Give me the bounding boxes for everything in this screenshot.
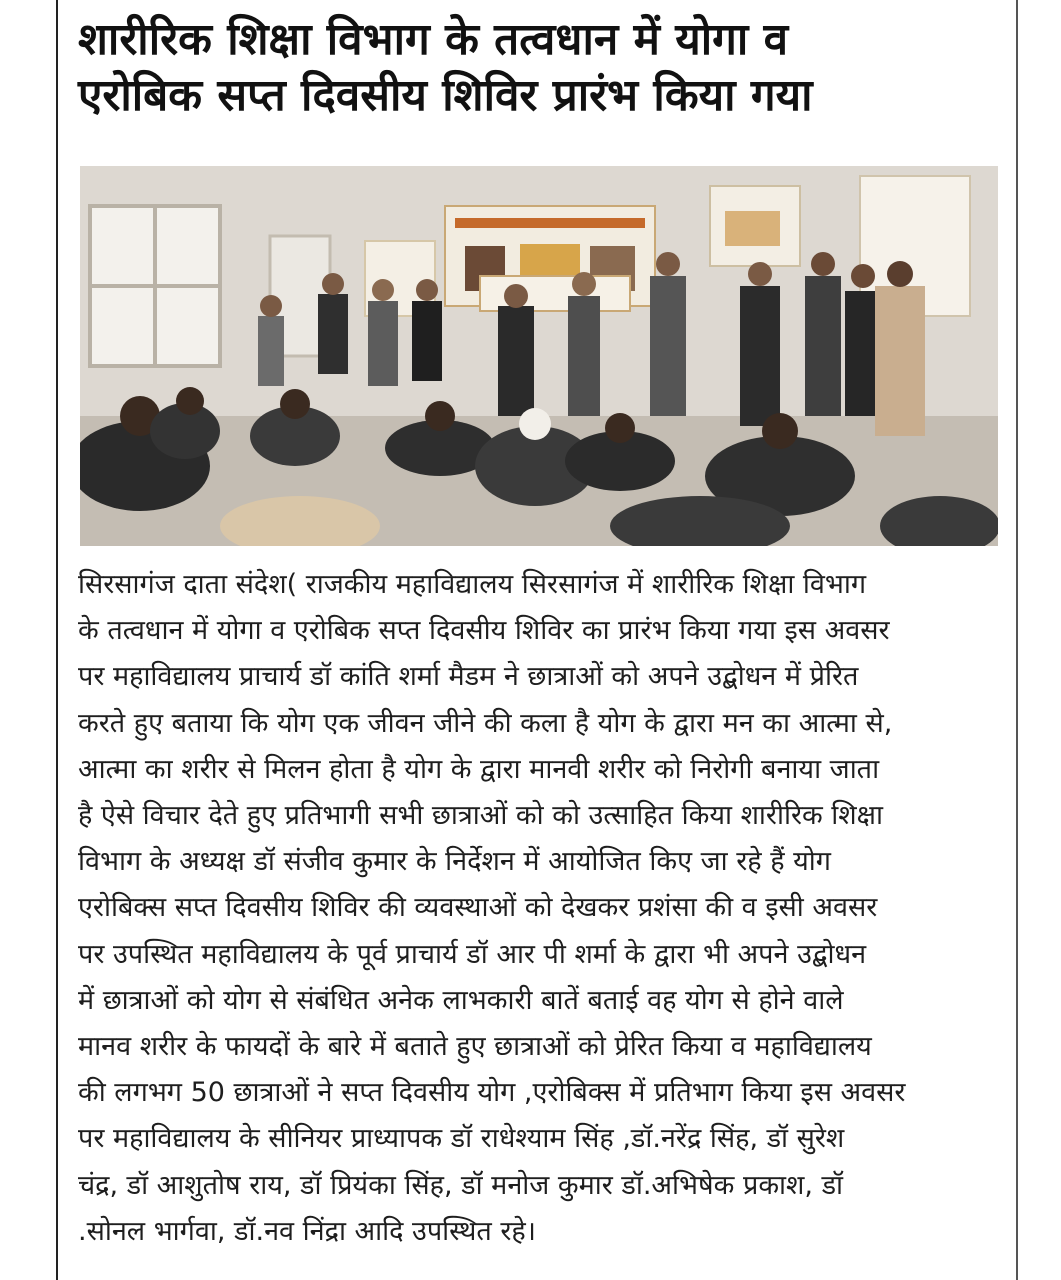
column-rule-left [56, 0, 58, 1280]
article-line-10: में छात्राओं को योग से संबंधित अनेक लाभकारी बातें बताई वह योग से होने वाले [78, 984, 844, 1016]
article-line-12: की लगभग 50 छात्राओं ने सप्त दिवसीय योग ,एरोबिक्स में प्रतिभाग किया इस अवसर [78, 1077, 906, 1109]
article-line-6: है ऐसे विचार देते हुए प्रतिभागी सभी छात्राओं को को उत्साहित किया शारीरिक शिक्षा [78, 800, 884, 832]
article-line-1: सिरसागंज दाता संदेश( राजकीय महाविद्यालय सिरसागंज में शारीरिक शिक्षा विभाग [78, 569, 867, 600]
camp-photo [80, 166, 998, 546]
article-line-15: .सोनल भार्गवा, डॉ.नव निंद्रा आदि उपस्थित रहे। [78, 1215, 536, 1247]
article-line-5: आत्मा का शरीर से मिलन होता है योग के द्वारा मानवी शरीर को निरोगी बनाया जाता [78, 753, 880, 785]
column-rule-right [1016, 0, 1018, 1280]
article-line-7: विभाग के अध्यक्ष डॉ संजीव कुमार के निर्देशन में आयोजित किए जा रहे हैं योग [78, 846, 831, 878]
headline [78, 12, 1008, 124]
article-line-4: करते हुए बताया कि योग एक जीवन जीने की कला है योग के द्वारा मन का आत्मा से, [78, 707, 893, 739]
article-body [78, 562, 1008, 1255]
article-line-2: के तत्वधान में योगा व एरोबिक सप्त दिवसीय शिविर का प्रारंभ किया गया इस अवसर [78, 615, 890, 647]
camp-photo-illustration [80, 166, 998, 546]
headline-line-2: एरोबिक सप्त दिवसीय शिविर प्रारंभ किया गया [78, 70, 813, 121]
article-line-13: पर महाविद्यालय के सीनियर प्राध्यापक डॉ राधेश्याम सिंह ,डॉ.नरेंद्र सिंह, डॉ सुरेश [78, 1123, 845, 1155]
article-line-8: एरोबिक्स सप्त दिवसीय शिविर की व्यवस्थाओं को देखकर प्रशंसा की व इसी अवसर [78, 892, 878, 924]
article-line-11: मानव शरीर के फायदों के बारे में बताते हुए छात्राओं को प्रेरित किया व महाविद्यालय [78, 1031, 872, 1063]
headline-line-1: शारीरिक शिक्षा विभाग के तत्वधान में योगा व [78, 14, 789, 65]
article-line-14: चंद्र, डॉ आशुतोष राय, डॉ प्रियंका सिंह, डॉ मनोज कुमार डॉ.अभिषेक प्रकाश, डॉ [78, 1169, 844, 1201]
article-line-3: पर महाविद्यालय प्राचार्य डॉ कांति शर्मा मैडम ने छात्राओं को अपने उद्बोधन में प्रेरित [78, 661, 859, 693]
article-line-9: पर उपस्थित महाविद्यालय के पूर्व प्राचार्य डॉ आर पी शर्मा के द्वारा भी अपने उद्बोधन [78, 938, 867, 970]
